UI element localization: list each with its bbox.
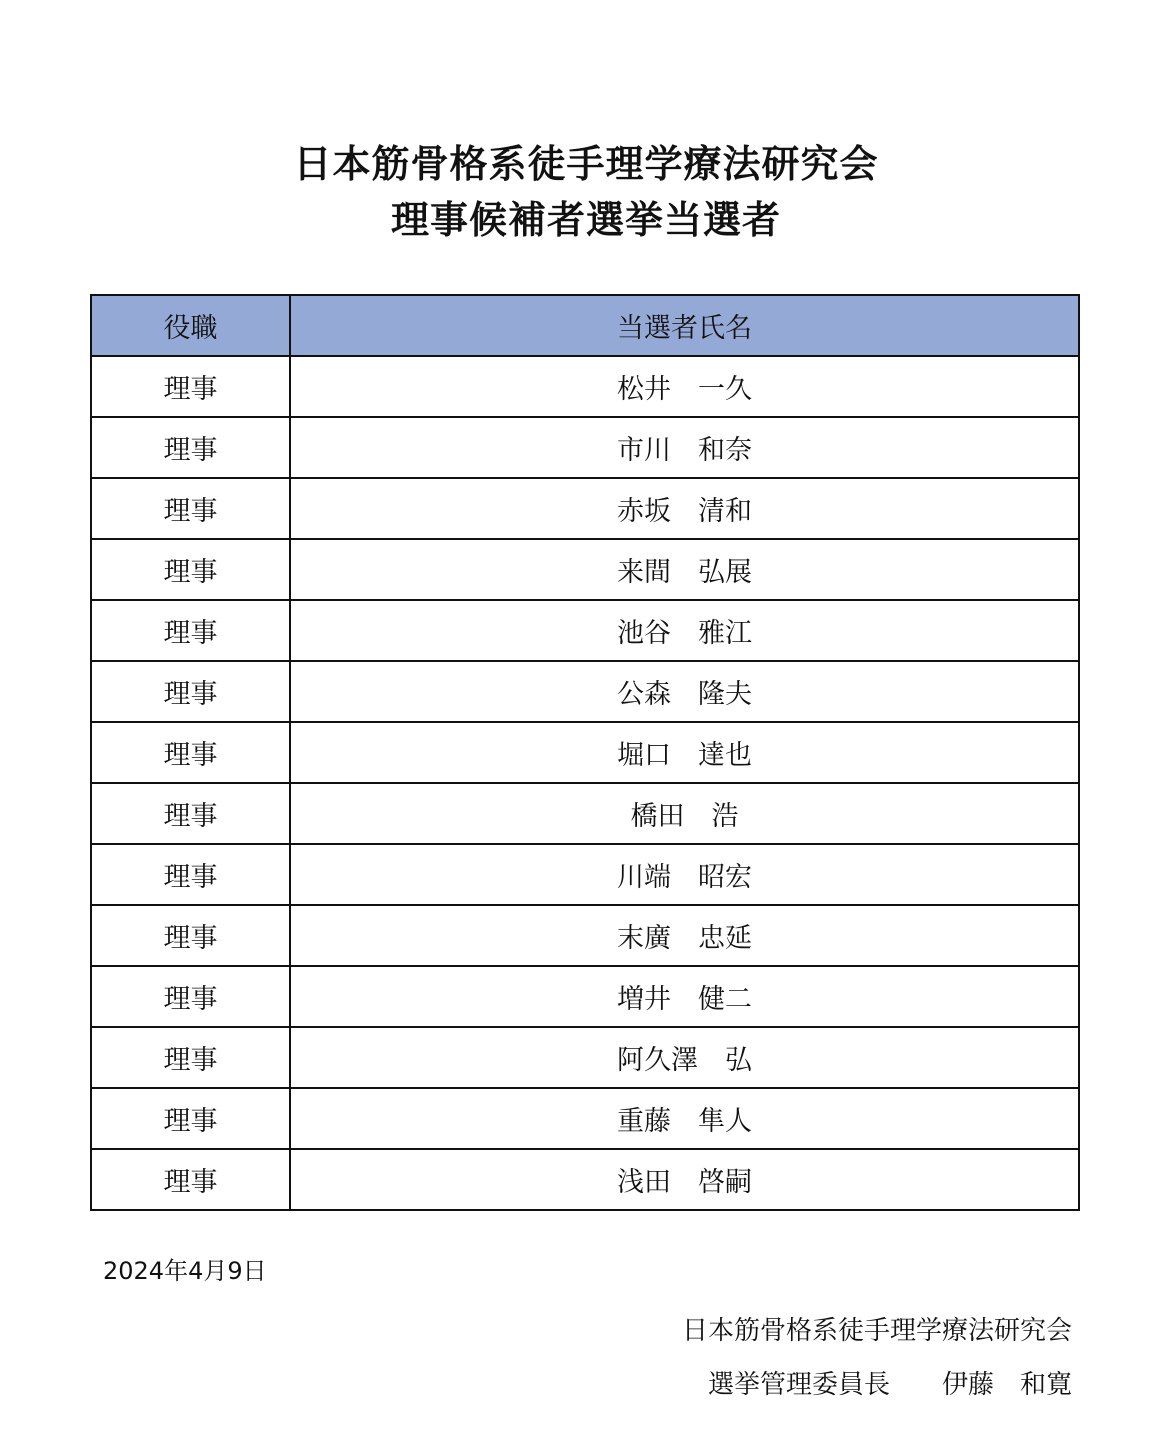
- name-cell: 増井 健二: [290, 966, 1079, 1027]
- name-cell: 川端 昭宏: [290, 844, 1079, 905]
- table-row: [91, 966, 1079, 1027]
- role-cell: 理事: [91, 478, 290, 539]
- election-results-table: [90, 294, 1080, 1211]
- table-row: [91, 478, 1079, 539]
- name-cell: 堀口 達也: [290, 722, 1079, 783]
- table-header-row: [91, 295, 1079, 356]
- name-cell: 重藤 隼人: [290, 1088, 1079, 1149]
- role-cell: 理事: [91, 1149, 290, 1210]
- table-row: [91, 661, 1079, 722]
- table-row: [91, 844, 1079, 905]
- table-row: [91, 722, 1079, 783]
- title-subject: 理事候補者選挙当選者: [390, 198, 781, 242]
- announcement-date: 2024年4月9日: [103, 1257, 267, 1285]
- name-cell: 橋田 浩: [290, 783, 1079, 844]
- committee-chair-name: 伊藤 和寛: [941, 1370, 1072, 1400]
- table-row: [91, 1027, 1079, 1088]
- name-cell: 赤坂 清和: [290, 478, 1079, 539]
- role-cell: 理事: [91, 356, 290, 417]
- table-row: [91, 539, 1079, 600]
- name-cell: 市川 和奈: [290, 417, 1079, 478]
- role-cell: 理事: [91, 417, 290, 478]
- role-cell: 理事: [91, 600, 290, 661]
- name-cell: 阿久澤 弘: [290, 1027, 1079, 1088]
- name-cell: 池谷 雅江: [290, 600, 1079, 661]
- header-role: 役職: [91, 295, 290, 356]
- committee-title: 選挙管理委員長: [707, 1370, 890, 1400]
- name-cell: 来間 弘展: [290, 539, 1079, 600]
- role-cell: 理事: [91, 661, 290, 722]
- title-organization: 日本筋骨格系徒手理学療法研究会: [293, 142, 879, 186]
- table-row: [91, 1149, 1079, 1210]
- name-cell: 末廣 忠延: [290, 905, 1079, 966]
- footer-committee: [708, 1364, 1072, 1401]
- role-cell: 理事: [91, 1088, 290, 1149]
- role-cell: 理事: [91, 1027, 290, 1088]
- role-cell: 理事: [91, 783, 290, 844]
- table-row: [91, 1088, 1079, 1149]
- table-row: [91, 600, 1079, 661]
- role-cell: 理事: [91, 539, 290, 600]
- header-name: 当選者氏名: [290, 295, 1079, 356]
- name-cell: 公森 隆夫: [290, 661, 1079, 722]
- table-row: [91, 417, 1079, 478]
- footer-organization: 日本筋骨格系徒手理学療法研究会: [681, 1316, 1072, 1346]
- role-cell: 理事: [91, 722, 290, 783]
- table-row: [91, 905, 1079, 966]
- table-row: [91, 356, 1079, 417]
- document-title: [0, 136, 1172, 248]
- name-cell: 浅田 啓嗣: [290, 1149, 1079, 1210]
- table-row: [91, 783, 1079, 844]
- role-cell: 理事: [91, 844, 290, 905]
- name-cell: 松井 一久: [290, 356, 1079, 417]
- role-cell: 理事: [91, 966, 290, 1027]
- role-cell: 理事: [91, 905, 290, 966]
